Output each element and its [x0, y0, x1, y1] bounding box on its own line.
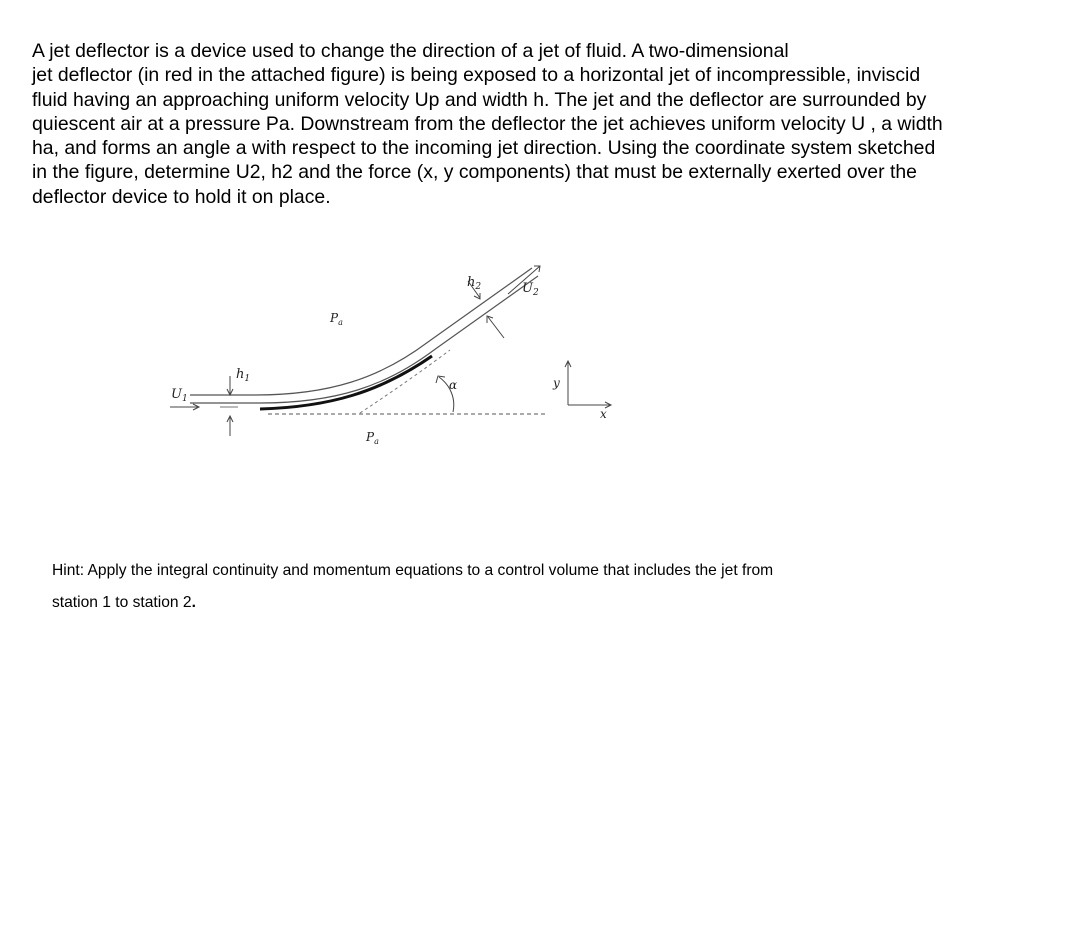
- problem-line: quiescent air at a pressure Pa. Downstream from the deflector the jet achieves uniform velocity U , a width: [32, 112, 943, 135]
- deflector-surface: [260, 356, 432, 409]
- label-h1: $h_1$: [236, 367, 251, 384]
- label-pa-bottom: $P_a$: [366, 430, 379, 446]
- label-axis-y: y: [553, 376, 560, 390]
- problem-line: in the figure, determine U2, h2 and the force (x, y components) that must be externally exerted over the: [32, 161, 917, 184]
- label-alpha: α: [449, 378, 458, 392]
- problem-line: jet deflector (in red in the attached figure) is being exposed to a horizontal jet of incompressible, inviscid: [32, 64, 921, 87]
- hint-line-2: [52, 587, 1052, 619]
- alpha-arc-head: [436, 376, 445, 383]
- problem-line: deflector device to hold it on place.: [32, 185, 331, 208]
- hint-line-1: Hint: Apply the integral continuity and momentum equations to a control volume that includes the jet from: [52, 562, 774, 579]
- problem-line: A jet deflector is a device used to change the direction of a jet of fluid. A two-dimensional: [32, 40, 789, 62]
- hint-line-2-text: station 1 to station 2: [52, 594, 192, 611]
- jet-lower-boundary: [190, 276, 538, 403]
- label-pa-top: $P_a$: [330, 311, 343, 327]
- h2-arrow-bottom: [488, 317, 504, 338]
- label-u1: $U_1$: [171, 387, 188, 404]
- problem-statement: [32, 39, 1032, 209]
- hint-text: [52, 555, 1052, 619]
- hint-period: .: [191, 594, 196, 611]
- problem-line: fluid having an approaching uniform velocity Up and width h. The jet and the deflector are surrounded by: [32, 88, 927, 111]
- label-u2: $U_2$: [522, 281, 539, 298]
- jet-deflector-figure: [150, 250, 630, 460]
- label-h2: $h_2$: [467, 275, 482, 292]
- problem-line: ha, and forms an angle a with respect to the incoming jet direction. Using the coordinate system sketched: [32, 137, 936, 160]
- label-axis-x: x: [600, 407, 607, 421]
